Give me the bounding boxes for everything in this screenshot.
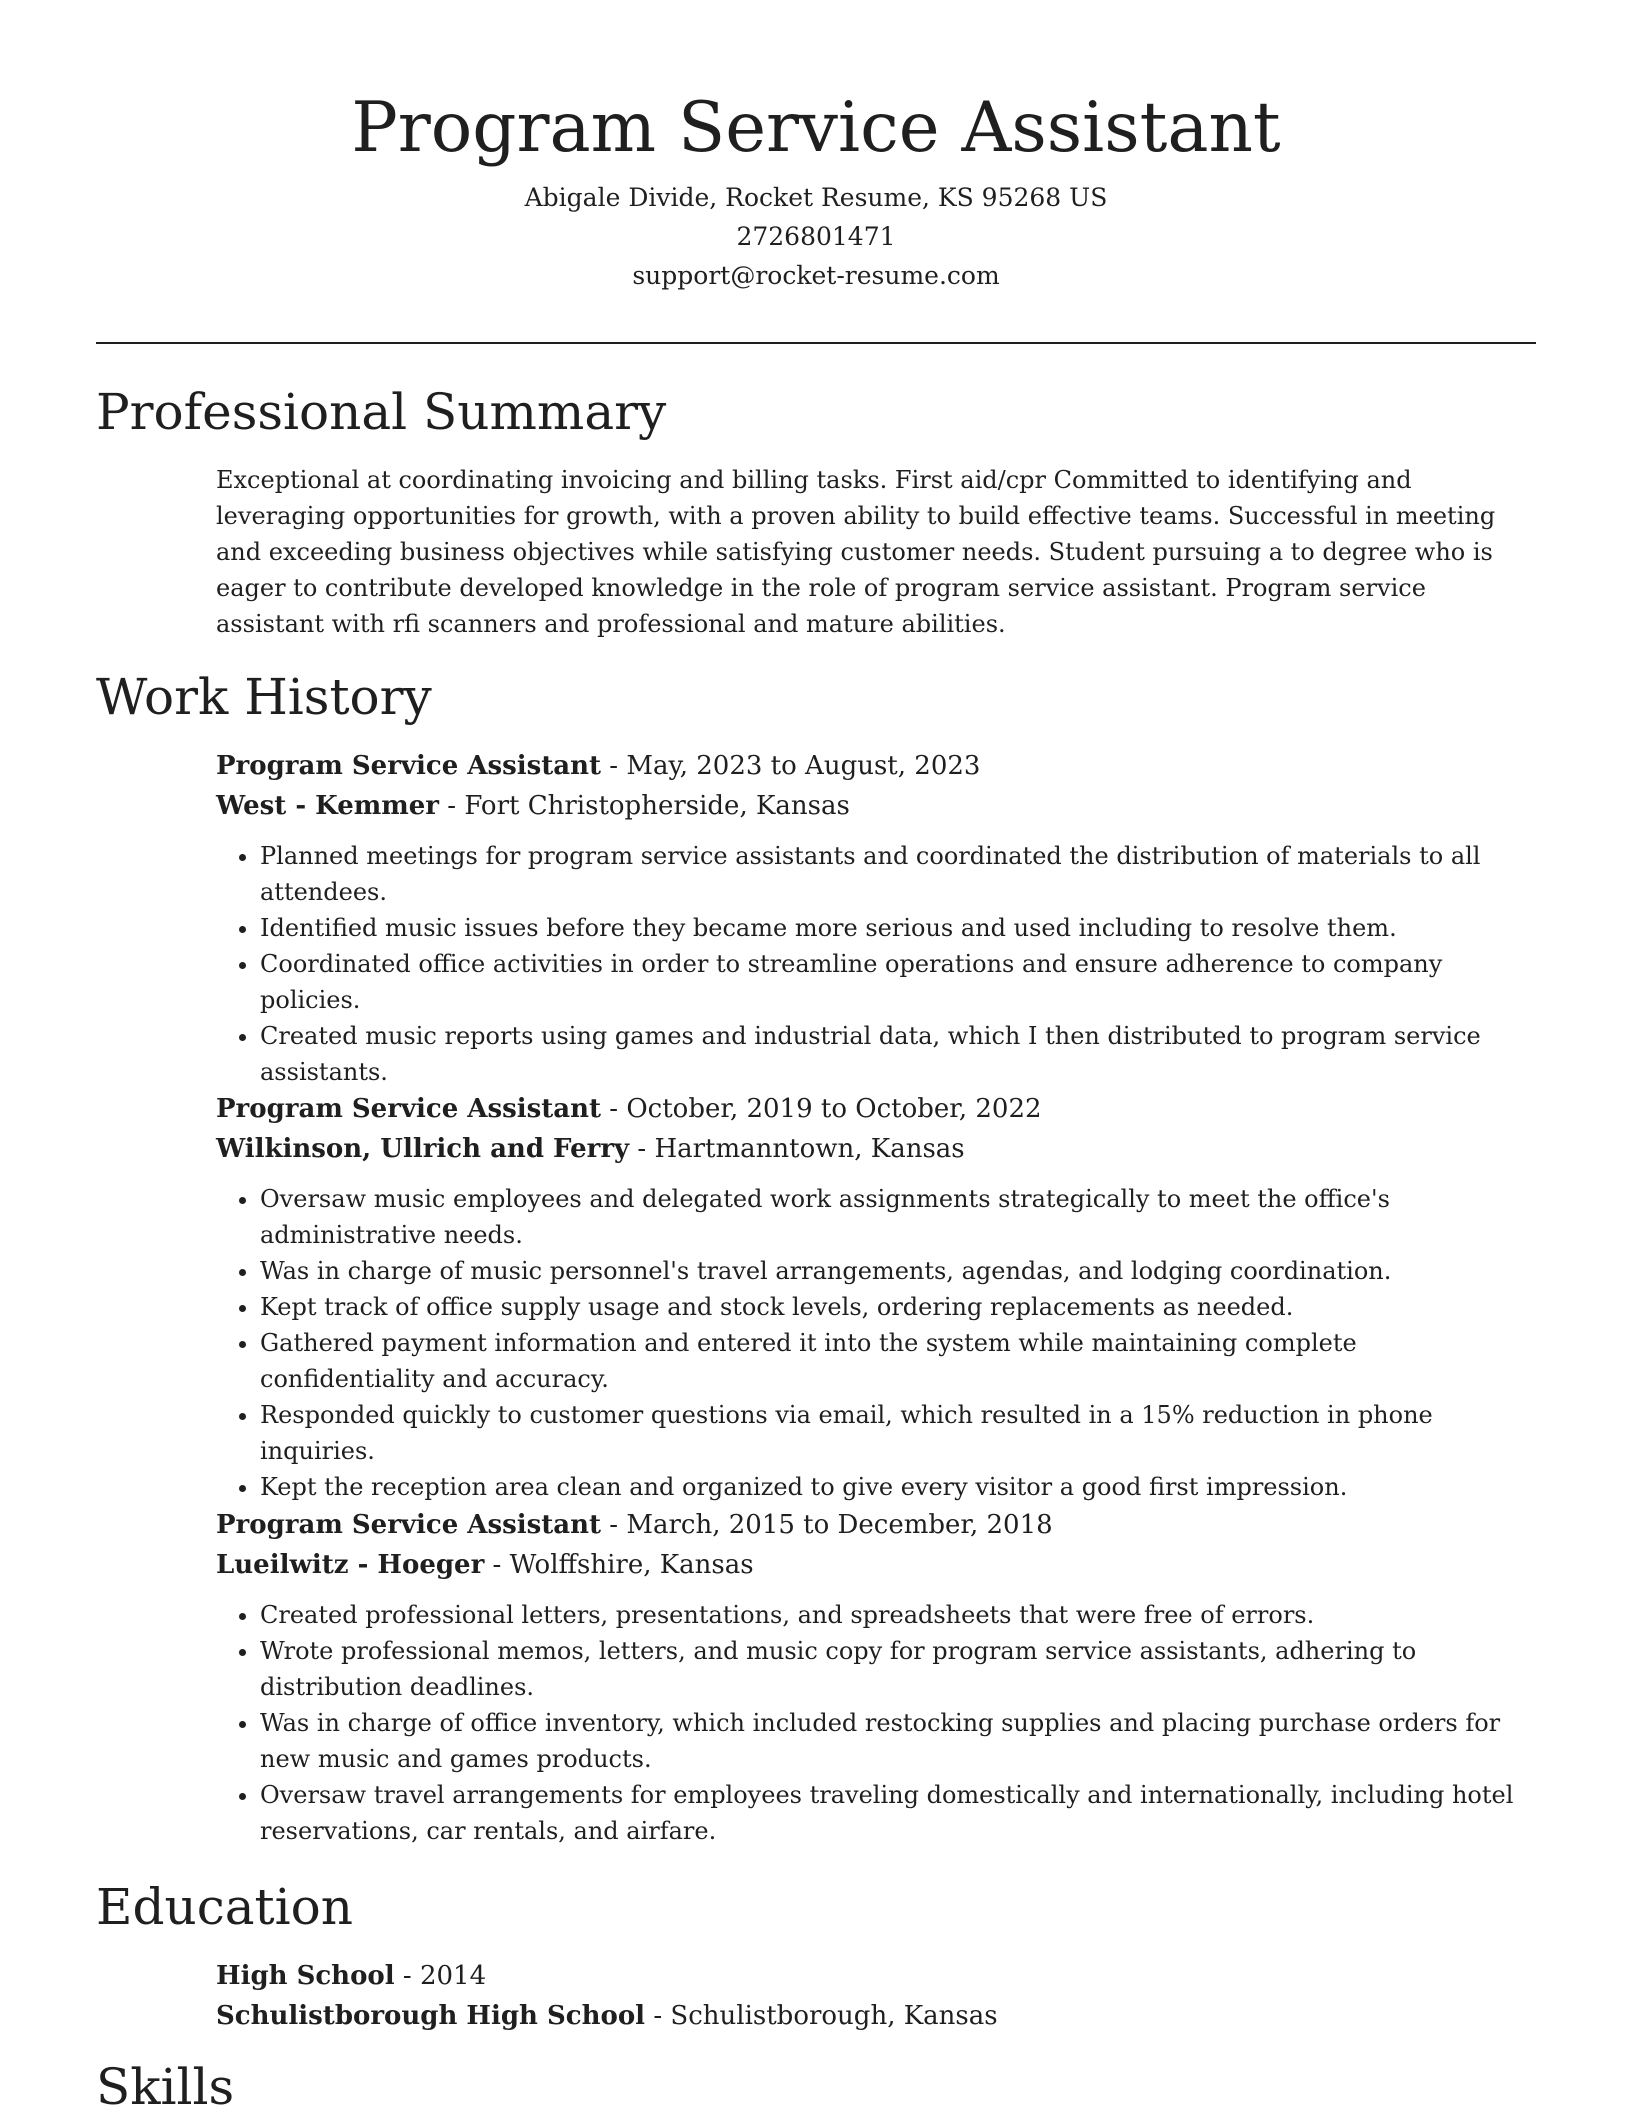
job-1-dates: - May, 2023 to August, 2023	[601, 751, 981, 781]
resume-header	[0, 82, 1632, 295]
job-entry-2	[216, 1089, 1536, 1505]
job-2-dates: - October, 2019 to October, 2022	[601, 1094, 1042, 1124]
header-divider	[96, 342, 1536, 344]
contact-phone: 2726801471	[736, 222, 896, 251]
job-2-bullet: • Kept track of office supply usage and stock levels, ordering replacements as needed.	[260, 1289, 1536, 1325]
job-3-title-line	[216, 1505, 1536, 1545]
job-3-bullets	[216, 1597, 1536, 1849]
job-3-location: - Wolffshire, Kansas	[484, 1550, 754, 1580]
job-1-company-line	[216, 786, 1536, 826]
education-degree-line	[216, 1956, 1536, 1996]
job-2-bullet: • Oversaw music employees and delegated work assignments strategically to meet the office's administrative needs.	[260, 1181, 1536, 1253]
job-2-company-line	[216, 1129, 1536, 1169]
job-2-bullet: • Responded quickly to customer questions via email, which resulted in a 15% reduction in phone inquiries.	[260, 1397, 1536, 1469]
job-1-bullet: • Identified music issues before they became more serious and used including to resolve them.	[260, 910, 1536, 946]
job-2-bullet: • Was in charge of music personnel's travel arrangements, agendas, and lodging coordination.	[260, 1253, 1536, 1289]
job-1-company: West - Kemmer	[216, 791, 439, 821]
job-1-role: Program Service Assistant	[216, 751, 602, 781]
job-2-bullet: • Gathered payment information and entered it into the system while maintaining complete confidentiality and accuracy.	[260, 1325, 1536, 1397]
job-3-bullet: • Oversaw travel arrangements for employees traveling domestically and internationally, including hotel reservations, car rentals, and airfare.	[260, 1777, 1536, 1849]
resume-name: Program Service Assistant	[351, 88, 1281, 168]
job-3-bullet: • Created professional letters, presentations, and spreadsheets that were free of errors.	[260, 1597, 1536, 1633]
summary-heading: Professional Summary	[96, 383, 667, 441]
summary-text: Exceptional at coordinating invoicing and billing tasks. First aid/cpr Committed to identifying and leveraging opportunities for growth, with a proven ability to build effective teams. Successful in meeting and exceeding business objectives while satisfying customer needs. Student pursuing a to degree who is eager to contribute developed knowledge in the role of program service assistant. Program service assistant with rfi scanners and professional and mature abilities.	[216, 466, 1496, 638]
education-degree: High School	[216, 1961, 395, 1991]
job-1-bullets	[216, 838, 1536, 1090]
education-entry	[216, 1956, 1536, 2036]
job-2-title-line	[216, 1089, 1536, 1129]
job-3-bullet: • Wrote professional memos, letters, and music copy for program service assistants, adhering to distribution deadlines.	[260, 1633, 1536, 1705]
skills-heading: Skills	[96, 2058, 235, 2116]
job-1-bullet: • Planned meetings for program service assistants and coordinated the distribution of materials to all attendees.	[260, 838, 1536, 910]
contact-block	[0, 178, 1632, 295]
job-2-company: Wilkinson, Ullrich and Ferry	[216, 1134, 630, 1164]
job-1-location: - Fort Christopherside, Kansas	[439, 791, 850, 821]
contact-email: support@rocket-resume.com	[632, 261, 1000, 290]
education-year: - 2014	[394, 1961, 487, 1991]
job-3-dates: - March, 2015 to December, 2018	[601, 1510, 1053, 1540]
job-entry-3	[216, 1505, 1536, 1849]
job-2-location: - Hartmanntown, Kansas	[629, 1134, 965, 1164]
job-1-title-line	[216, 746, 1536, 786]
job-1-bullet: • Created music reports using games and industrial data, which I then distributed to program service assistants.	[260, 1018, 1536, 1090]
work-history-heading: Work History	[96, 668, 432, 726]
job-1-bullet: • Coordinated office activities in order to streamline operations and ensure adherence to company policies.	[260, 946, 1536, 1018]
contact-address: Abigale Divide, Rocket Resume, KS 95268 US	[524, 183, 1108, 212]
education-school-line	[216, 1996, 1536, 2036]
job-3-company: Lueilwitz - Hoeger	[216, 1550, 485, 1580]
education-heading: Education	[96, 1878, 353, 1936]
job-entry-1	[216, 746, 1536, 1090]
job-2-role: Program Service Assistant	[216, 1094, 602, 1124]
job-3-company-line	[216, 1545, 1536, 1585]
job-2-bullets	[216, 1181, 1536, 1505]
education-location: - Schulistborough, Kansas	[645, 2001, 998, 2031]
education-school: Schulistborough High School	[216, 2001, 646, 2031]
summary-section	[216, 462, 1536, 642]
job-3-role: Program Service Assistant	[216, 1510, 602, 1540]
job-2-bullet: • Kept the reception area clean and organized to give every visitor a good first impression.	[260, 1469, 1536, 1505]
job-3-bullet: • Was in charge of office inventory, which included restocking supplies and placing purchase orders for new music and games products.	[260, 1705, 1536, 1777]
